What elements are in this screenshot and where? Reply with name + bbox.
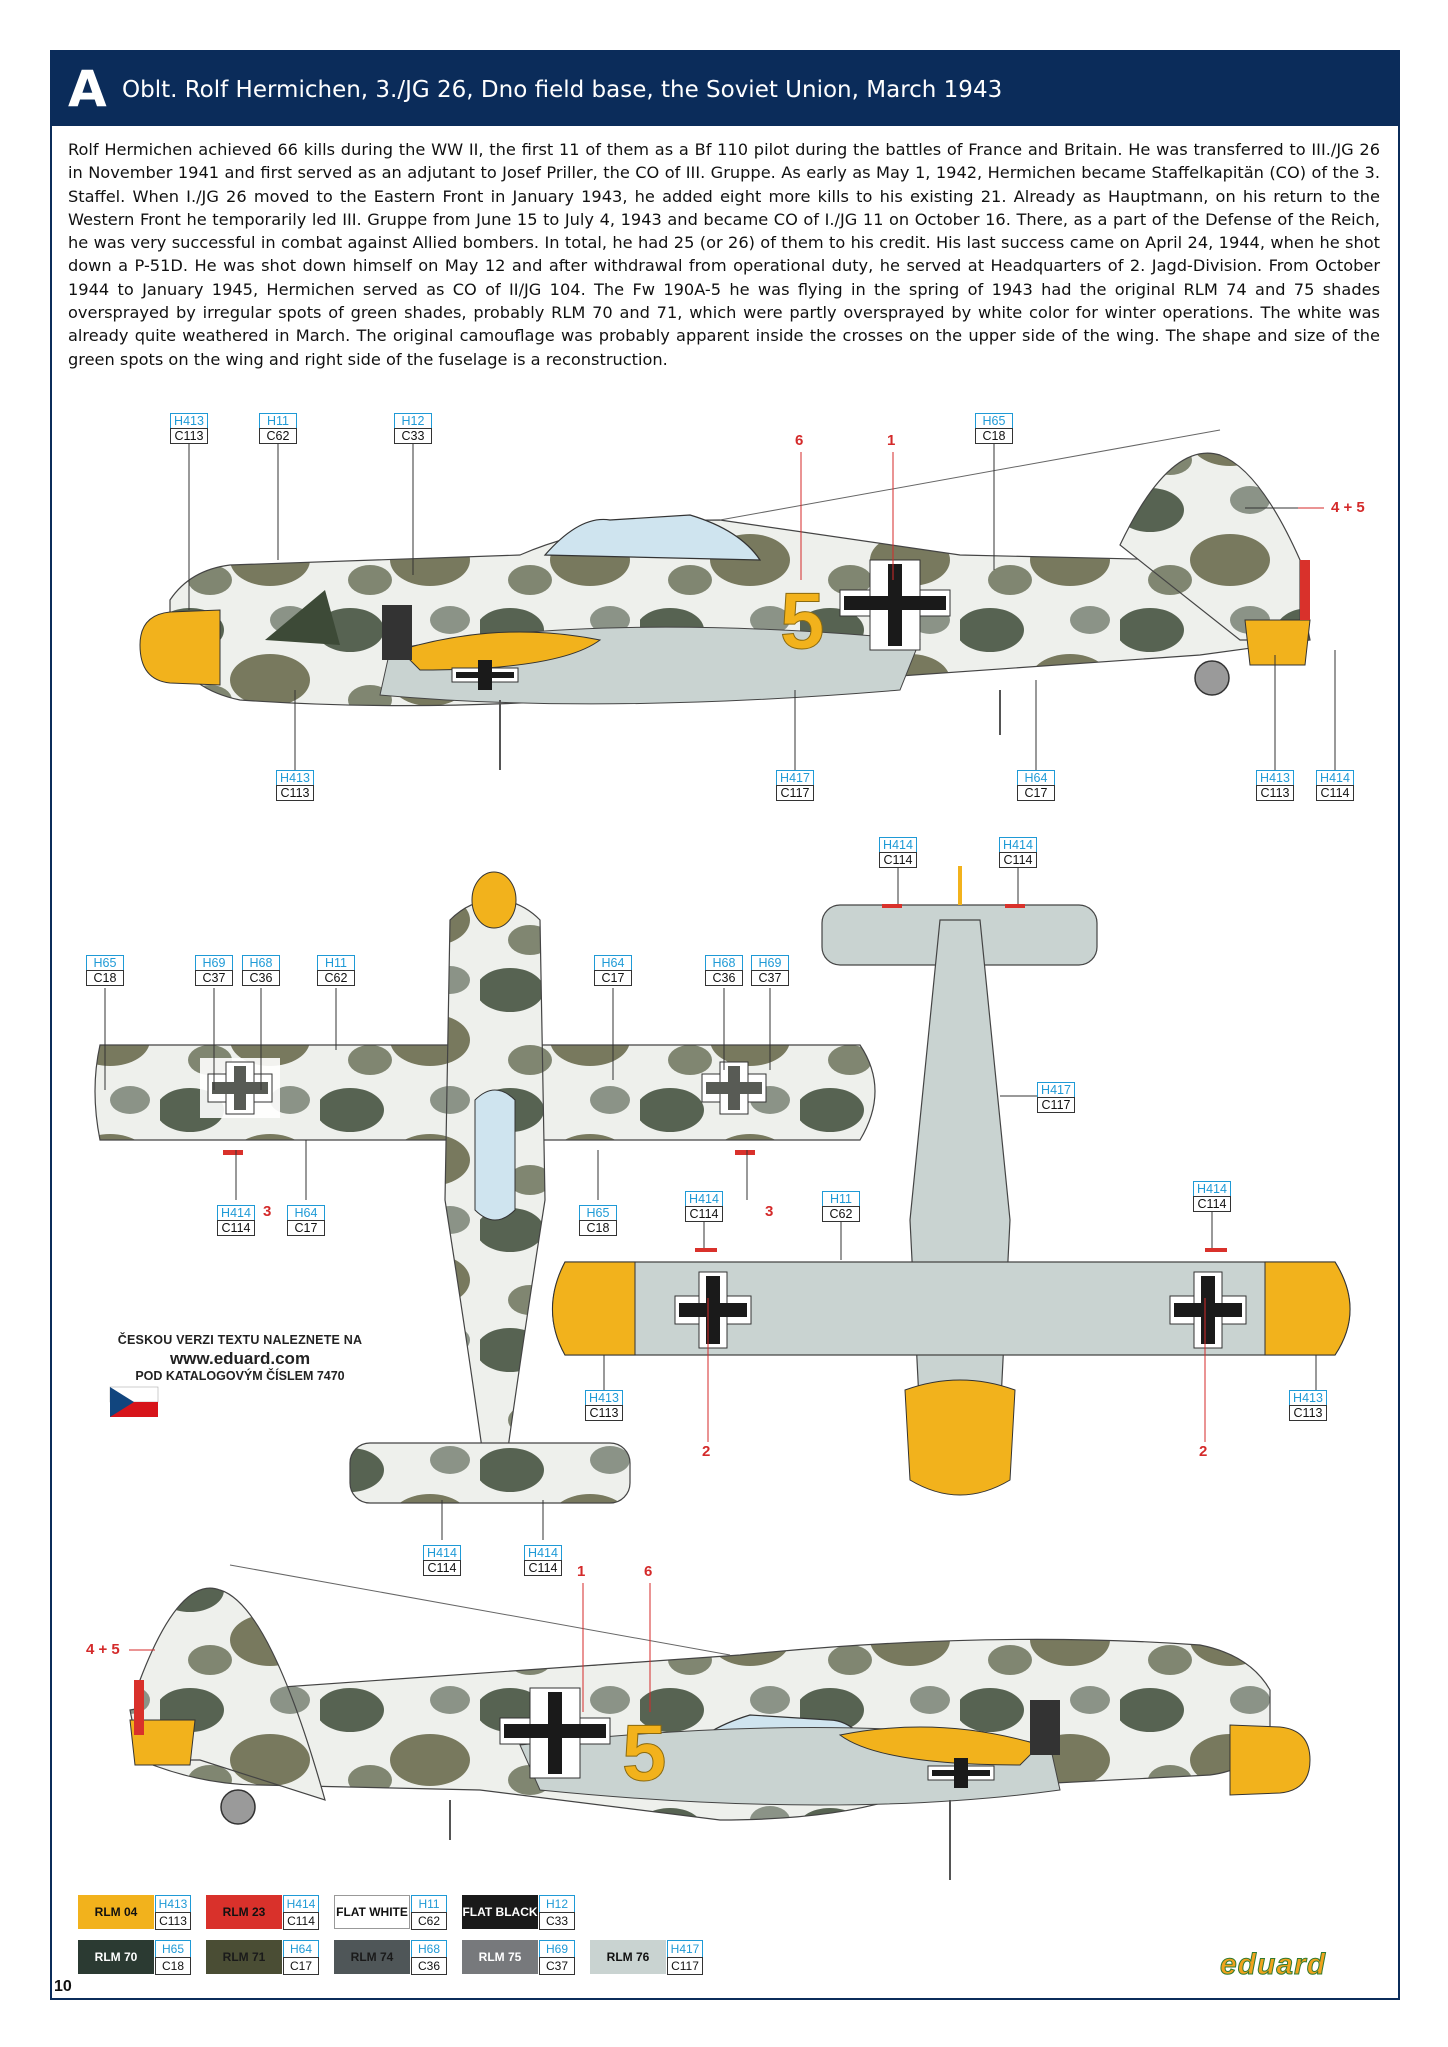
right-rudder-red	[134, 1680, 144, 1735]
profile-letter: A	[68, 60, 107, 118]
callout-h414-c114: H414 C114	[423, 1545, 461, 1576]
legend-rlm04: RLM 04 H413 C113	[78, 1895, 288, 1929]
right-tail-wheel	[221, 1790, 255, 1824]
legend-swatch: RLM 74	[334, 1940, 410, 1974]
czech-version-note	[110, 1333, 370, 1383]
czech-note-url[interactable]: www.eduard.com	[169, 1349, 311, 1368]
callout-h68-c36: H68 C36	[705, 955, 743, 986]
callout-h417-c117: H417 C117	[1037, 1082, 1075, 1113]
legend-swatch: RLM 71	[206, 1940, 282, 1974]
callout-h413-c113: H413 C113	[585, 1390, 623, 1421]
callout-h413-c113: H413 C113	[170, 413, 208, 444]
top-cross-left	[200, 1058, 280, 1118]
marking-number-4-5: 4 + 5	[1331, 499, 1365, 516]
marking-number-3: 3	[765, 1203, 774, 1220]
legend-rlm74: RLM 74 H68 C36	[334, 1940, 544, 1974]
left-tail-wheel	[1195, 661, 1229, 695]
legend-swatch: FLAT BLACK	[462, 1895, 538, 1929]
legend-rlm70: RLM 70 H65 C18	[78, 1940, 288, 1974]
left-exhaust	[382, 605, 412, 660]
callout-h414-c114: H414 C114	[1316, 770, 1354, 801]
callout-h11-c62: H11 C62	[259, 413, 297, 444]
left-tail-yellow	[1245, 620, 1310, 665]
callout-h12-c33: H12 C33	[394, 413, 432, 444]
top-tailplane	[350, 1443, 630, 1503]
czech-note-line3: POD KATALOGOVÝM ČÍSLEM 7470	[135, 1369, 345, 1383]
legend-rlm76: RLM 76 H417 C117	[590, 1940, 800, 1974]
top-canopy	[475, 1090, 515, 1220]
legend-swatch: RLM 70	[78, 1940, 154, 1974]
marking-number-4-5: 4 + 5	[86, 1641, 120, 1658]
right-profile	[130, 1565, 1310, 1880]
callout-h414-c114: H414 C114	[1193, 1181, 1231, 1212]
history-text: Rolf Hermichen achieved 66 kills during the WW II, the first 11 of them as a Bf 110 pilot during the battles of France and Britain. He was transferred to III./JG 26 in November 1941 and first served as an adjutant to Josef Priller, the CO of III. Gruppe. As early as May 1, 1942, Hermichen became Staffelkapitän (CO) of the 3. Staffel. When I./JG 26 moved to the Eastern Front in January 1943, he added eight more kills to his existing 21. Already as Hauptmann, on his return to the Western Front he temporarily led III. Gruppe from June 15 to July 4, 1943 and became CO of I./JG 11 on October 16. There, as a part of the Defense of the Reich, he was very successful in combat against Allied bombers. In total, he had 25 (or 26) of them to his credit. His last success came on April 24, 1944, when he shot down a P-51D. He was shot down himself on May 12 and after withdrawal from operational duty, he served at Headquarters of 2. Jagd-Division. From October 1944 to January 1945, Hermichen served as CO of II/JG 104. The Fw 190A-5 he was flying in the spring of 1943 had the original RLM 74 and 75 shades oversprayed by irregular spots of green shades, probably RLM 70 and 71, which were partly oversprayed by white color for winter operations. The white was already quite weathered in March. The original camouflage was probably apparent inside the crosses on the upper side of the wing. The shape and size of the green spots on the wing and right side of the fuselage is a reconstruction.	[68, 140, 1380, 369]
legend-swatch: RLM 23	[206, 1895, 282, 1929]
marking-number-1: 1	[577, 1563, 586, 1580]
callout-h11-c62: H11 C62	[822, 1191, 860, 1222]
legend-swatch: FLAT WHITE	[334, 1895, 410, 1929]
callout-h413-c113: H413 C113	[1256, 770, 1294, 801]
top-spinner	[472, 872, 516, 928]
marking-number-6: 6	[795, 432, 804, 449]
bottom-cowl	[905, 1380, 1015, 1495]
callout-h414-c114: H414 C114	[524, 1545, 562, 1576]
legend-rlm23: RLM 23 H414 C114	[206, 1895, 416, 1929]
legend-rlm75: RLM 75 H69 C37	[462, 1940, 672, 1974]
callout-h414-c114: H414 C114	[999, 837, 1037, 868]
callout-h64-c17: H64 C17	[1017, 770, 1055, 801]
marking-number-6: 6	[644, 1563, 653, 1580]
callout-h69-c37: H69 C37	[195, 955, 233, 986]
right-exhaust	[1030, 1700, 1060, 1755]
callout-h413-c113: H413 C113	[276, 770, 314, 801]
callout-h65-c18: H65 C18	[579, 1205, 617, 1236]
legend-rlm71: RLM 71 H64 C17	[206, 1940, 416, 1974]
callout-h417-c117: H417 C117	[776, 770, 814, 801]
callout-h414-c114: H414 C114	[217, 1205, 255, 1236]
marking-number-3: 3	[263, 1203, 272, 1220]
callout-h414-c114: H414 C114	[685, 1191, 723, 1222]
eduard-logo: eduard	[1220, 1948, 1327, 1981]
callout-h65-c18: H65 C18	[975, 413, 1013, 444]
legend-swatch: RLM 04	[78, 1895, 154, 1929]
legend-swatch: RLM 76	[590, 1940, 666, 1974]
legend-flat-white: FLAT WHITE H11 C62	[334, 1895, 544, 1929]
left-code-numeral: 5	[780, 576, 825, 665]
right-code-numeral: 5	[622, 1708, 667, 1797]
marking-number-2: 2	[702, 1443, 711, 1460]
callout-h413-c113: H413 C113	[1289, 1390, 1327, 1421]
left-spinner	[140, 610, 220, 685]
legend-swatch: RLM 75	[462, 1940, 538, 1974]
callout-h65-c18: H65 C18	[86, 955, 124, 986]
callout-h64-c17: H64 C17	[594, 955, 632, 986]
paint-legend	[78, 1895, 698, 1985]
legend-flat-black: FLAT BLACK H12 C33	[462, 1895, 672, 1929]
callout-h11-c62: H11 C62	[317, 955, 355, 986]
czech-note-line1: ČESKOU VERZI TEXTU NALEZNETE NA	[117, 1333, 363, 1347]
page-number: 10	[54, 1978, 72, 1995]
right-spinner	[1230, 1725, 1310, 1795]
profile-title: Oblt. Rolf Hermichen, 3./JG 26, Dno field base, the Soviet Union, March 1943	[122, 77, 1003, 103]
marking-number-2: 2	[1199, 1443, 1208, 1460]
left-rudder-red	[1300, 560, 1310, 620]
callout-h64-c17: H64 C17	[287, 1205, 325, 1236]
right-aerial-wire	[230, 1565, 730, 1655]
left-profile	[140, 430, 1310, 770]
bottom-wingtip-right	[1265, 1262, 1350, 1355]
callout-h68-c36: H68 C36	[242, 955, 280, 986]
callout-h414-c114: H414 C114	[879, 837, 917, 868]
bottom-wingtip-left	[553, 1262, 636, 1355]
czech-flag	[110, 1387, 158, 1417]
marking-number-1: 1	[887, 432, 896, 449]
callout-h69-c37: H69 C37	[751, 955, 789, 986]
